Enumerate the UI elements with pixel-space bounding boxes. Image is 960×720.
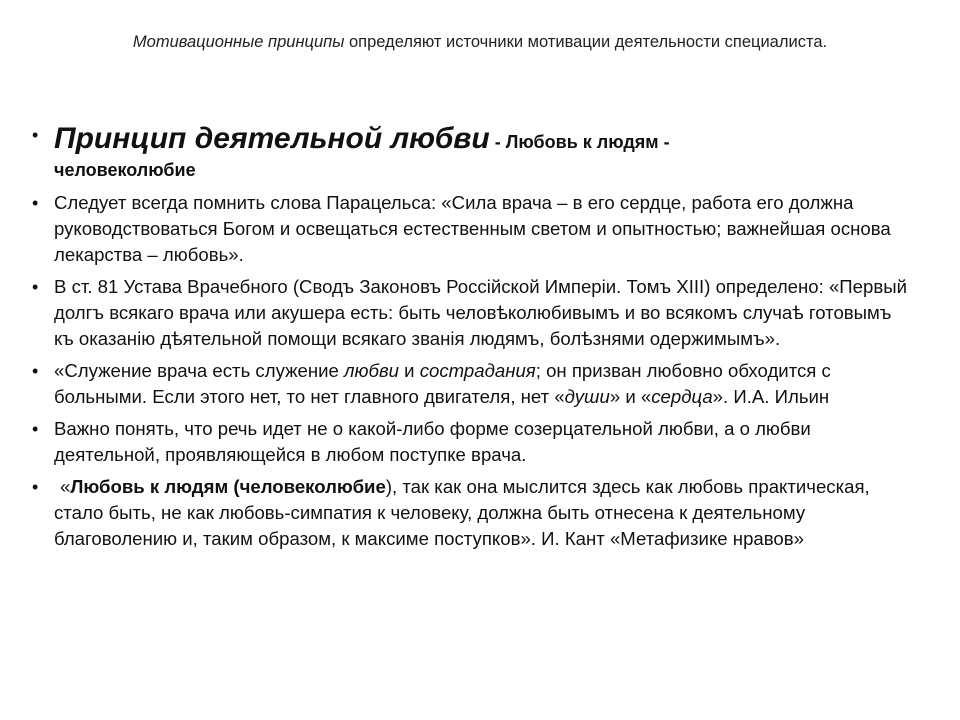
ilyin-italic-love: любви <box>344 360 399 381</box>
ilyin-text-5: ». И.А. Ильин <box>712 386 830 407</box>
slide-subtitle <box>0 33 960 52</box>
ilyin-italic-heart: сердца <box>651 386 713 407</box>
subtitle-rest: определяют источники мотивации деятельности специалиста. <box>344 33 828 51</box>
ilyin-quote <box>54 360 831 407</box>
ilyin-text-4: » и « <box>609 386 652 407</box>
bullet-dot: • <box>32 277 39 297</box>
principle-subtitle-2: человеколюбие <box>54 160 196 180</box>
bullet-dot: • <box>32 361 39 381</box>
bullet-dot: • <box>32 125 39 145</box>
principle-heading <box>32 122 912 184</box>
principle-subtitle-1: - Любовь к людям - <box>489 132 670 152</box>
list-item <box>32 358 912 410</box>
list-item <box>32 190 912 268</box>
bullet-dot: • <box>32 477 39 497</box>
ilyin-italic-compassion: сострадания <box>419 360 536 381</box>
bullet-list <box>32 122 912 558</box>
kant-bold: Любовь к людям (человеколюбие <box>70 476 386 497</box>
kant-text: ), так как она мыслится здесь как любовь практическая, стало быть, не как любовь-симпатия к человеку, должна быть отнесена к деятельному благоволению и, таким образом, к максиме поступков». И. Кант «Метафизике нравов» <box>54 476 870 549</box>
bullet-dot: • <box>32 193 39 213</box>
ilyin-text-1: «Служение врача есть служение <box>54 360 345 381</box>
kant-open-quote: « <box>60 476 71 497</box>
bullet-dot: • <box>32 419 39 439</box>
active-love-note: Важно понять, что речь идет не о какой-либо форме созерцательной любви, а о любви деятельной, проявляющейся в любом поступке врача. <box>54 418 811 465</box>
subtitle-italic: Мотивационные принципы <box>132 33 345 51</box>
paracelsus-quote: Следует всегда помнить слова Парацельса: «Сила врача – в его сердце, работа его должна руководствоваться Богом и освещаться естественным светом и опытностью; важнейшая основа лекарства – любовь». <box>54 192 891 265</box>
principle-title: Принцип деятельной любви <box>54 122 490 155</box>
ilyin-text-3: ; он призван любовно обходится с больными. Если этого нет, то нет главного двигателя, нет « <box>54 360 831 407</box>
kant-quote <box>54 476 870 549</box>
list-item <box>32 274 912 352</box>
list-item <box>32 416 912 468</box>
list-item <box>32 474 912 552</box>
ilyin-text-2: и <box>399 360 420 381</box>
medical-charter-quote: В ст. 81 Устава Врачебного (Сводъ Законовъ Россiйской Имперiи. Томъ XIII) определено: «Первый долгъ всякаго врача или акушера есть: быть человѣколюбивымъ и во всякомъ случаѣ готовымъ къ оказанiю дѣятельной помощи всякаго званiя людямъ, болѣзнями одержимымъ». <box>54 276 907 349</box>
ilyin-italic-soul: души <box>564 386 610 407</box>
